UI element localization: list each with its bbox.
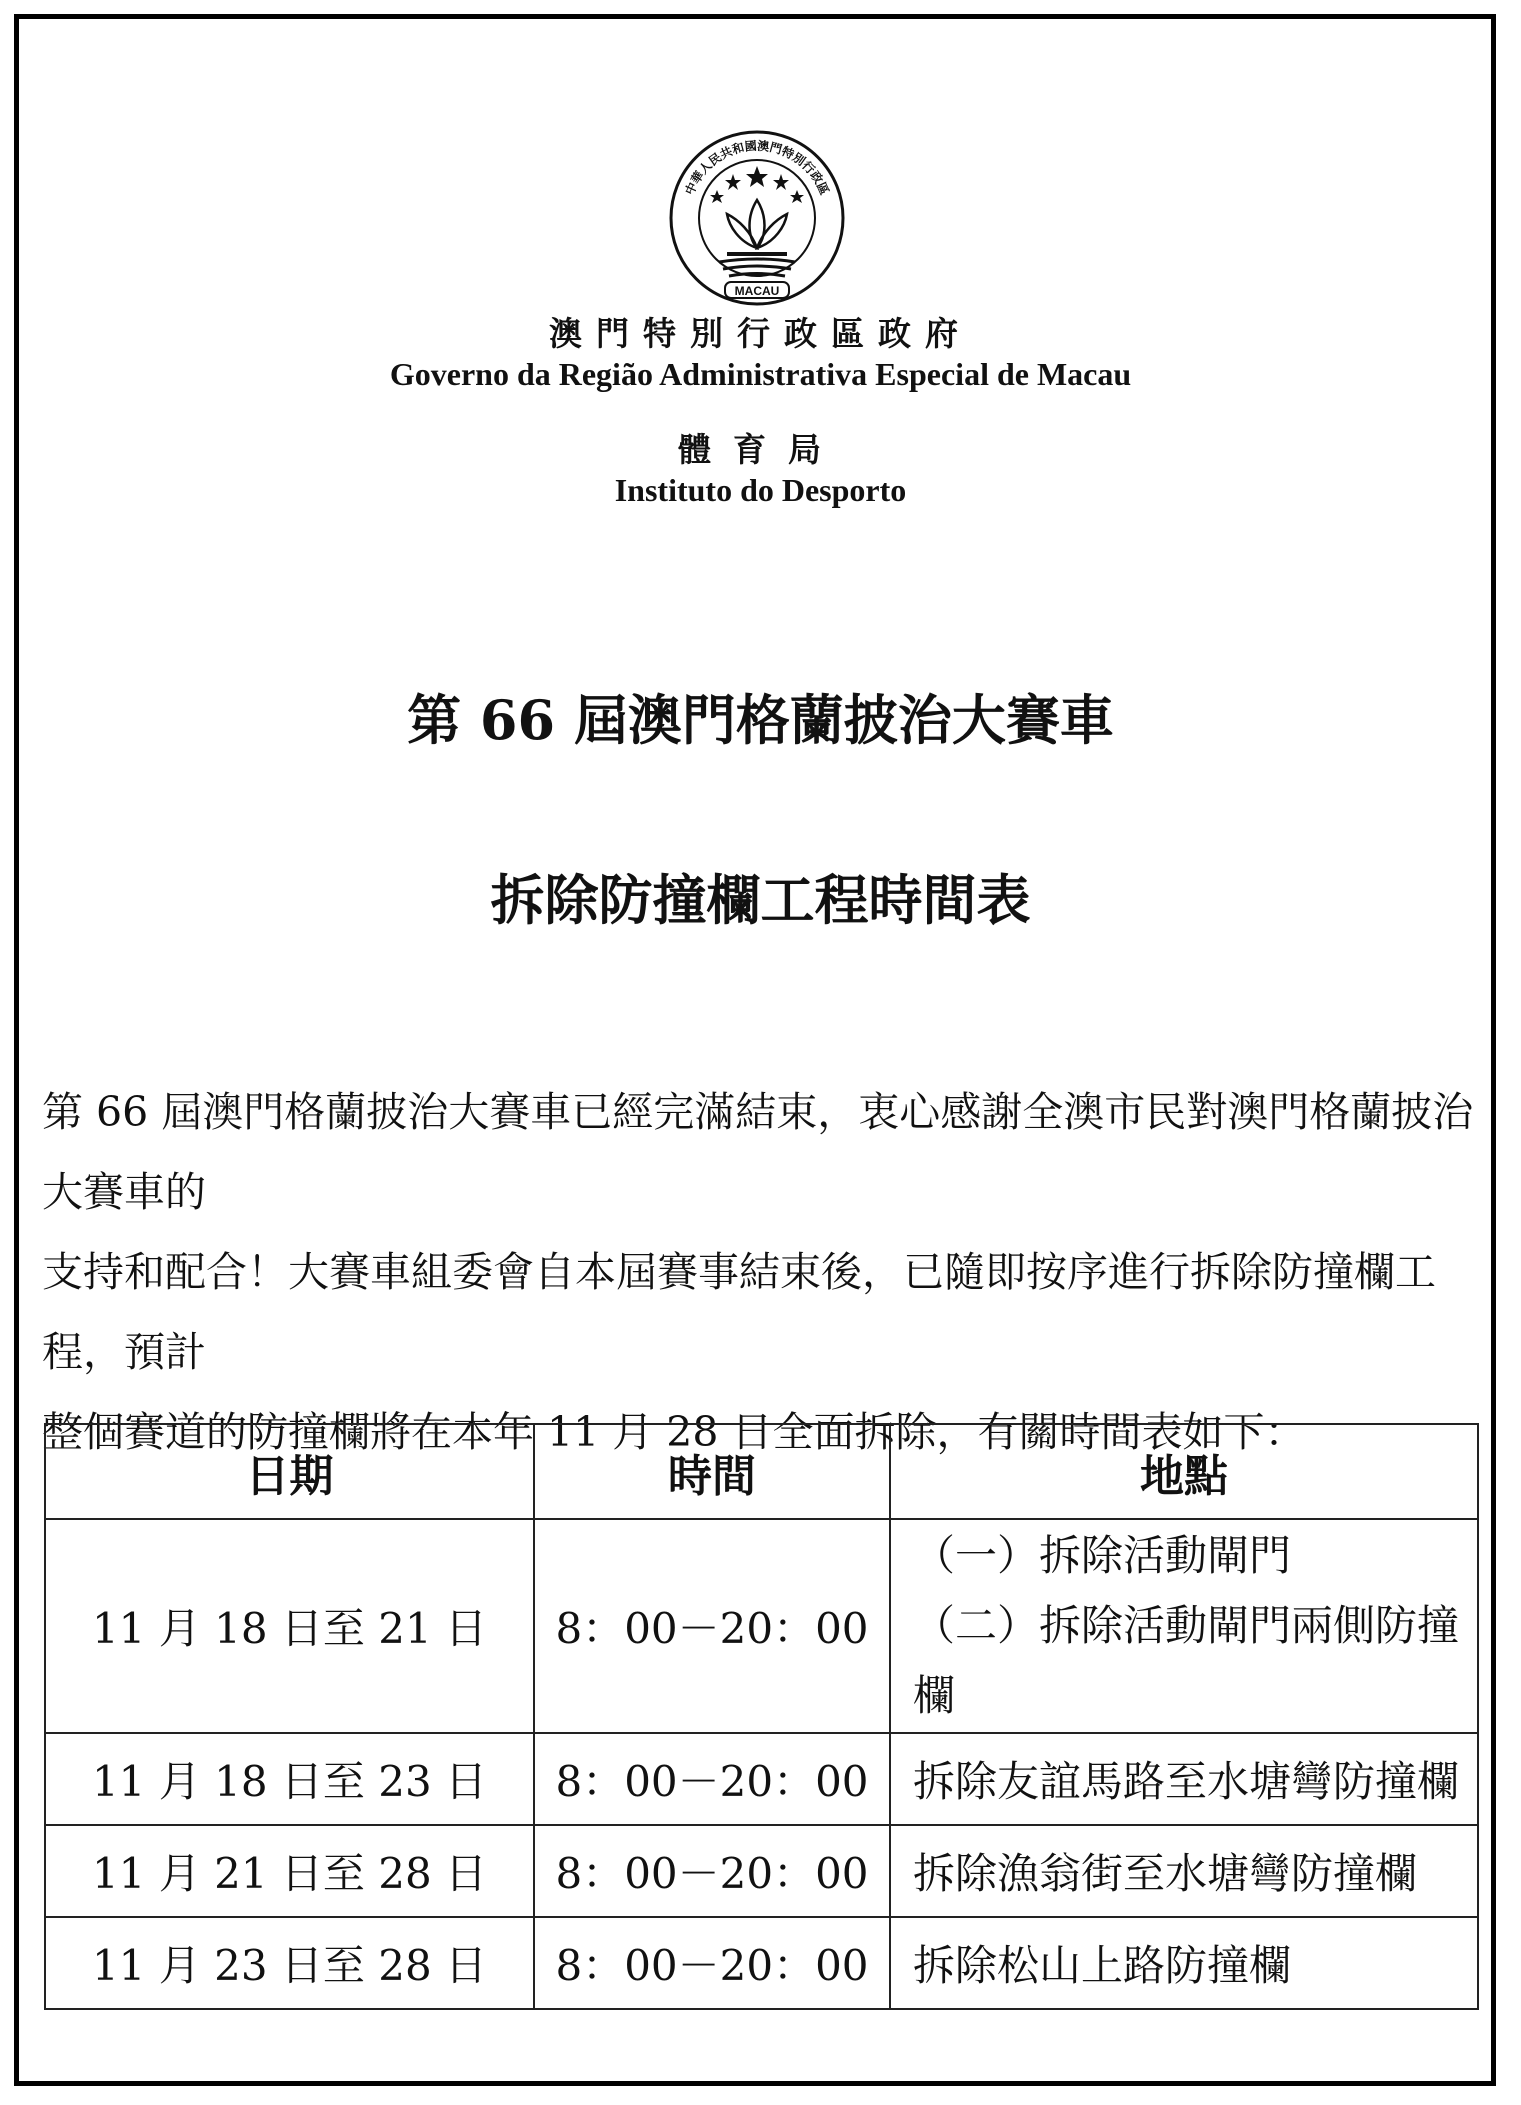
table-row bbox=[45, 1733, 1478, 1825]
cell-time: 8：00－20：00 bbox=[534, 1733, 890, 1825]
institute-name-zh: 體育局 bbox=[678, 430, 843, 469]
column-header-time: 時間 bbox=[534, 1424, 890, 1519]
cell-date: 11 月 21 日至 28 日 bbox=[45, 1825, 534, 1917]
table-row bbox=[45, 1519, 1478, 1733]
institute-name-pt: Instituto do Desporto bbox=[614, 472, 907, 508]
intro-line: 支持和配合！大賽車組委會自本屆賽事結束後，已隨即按序進行拆除防撞欄工程，預計 bbox=[42, 1248, 1436, 1376]
location-line: （二）拆除活動閘門兩側防撞欄 bbox=[913, 1601, 1460, 1720]
location-line: （一）拆除活動閘門 bbox=[913, 1531, 1292, 1580]
emblem-ring-text: 中華人民共和國澳門特別行政區 bbox=[682, 138, 832, 197]
cell-date: 11 月 18 日至 21 日 bbox=[45, 1519, 534, 1733]
schedule-table bbox=[44, 1423, 1479, 2010]
column-header-date: 日期 bbox=[45, 1424, 534, 1519]
government-name-pt: Governo da Região Administrativa Especial de Macau bbox=[389, 356, 1132, 392]
cell-time: 8：00－20：00 bbox=[534, 1825, 890, 1917]
cell-date: 11 月 23 日至 28 日 bbox=[45, 1917, 534, 2009]
intro-line: 第 66 屆澳門格蘭披治大賽車已經完滿結束，衷心感謝全澳市民對澳門格蘭披治大賽車的 bbox=[42, 1088, 1474, 1216]
document-subtitle: 拆除防撞欄工程時間表 bbox=[490, 868, 1031, 932]
cell-time: 8：00－20：00 bbox=[534, 1917, 890, 2009]
document-title: 第 66 屆澳門格蘭披治大賽車 bbox=[407, 688, 1114, 752]
emblem-macau-label: MACAU bbox=[734, 284, 780, 298]
government-name-zh: 澳門特別行政區政府 bbox=[549, 314, 972, 353]
table-header-row bbox=[45, 1424, 1478, 1519]
cell-location: 拆除友誼馬路至水塘彎防撞欄 bbox=[890, 1733, 1478, 1825]
cell-date: 11 月 18 日至 23 日 bbox=[45, 1733, 534, 1825]
table-row bbox=[45, 1825, 1478, 1917]
cell-time: 8：00－20：00 bbox=[534, 1519, 890, 1733]
cell-location bbox=[890, 1519, 1478, 1733]
cell-location: 拆除松山上路防撞欄 bbox=[890, 1917, 1478, 2009]
macau-emblem-icon bbox=[667, 128, 847, 308]
cell-location: 拆除漁翁街至水塘彎防撞欄 bbox=[890, 1825, 1478, 1917]
column-header-location: 地點 bbox=[890, 1424, 1478, 1519]
table-row bbox=[45, 1917, 1478, 2009]
intro-paragraph bbox=[42, 1072, 1482, 1472]
intro-line: 整個賽道的防撞欄將在本年 11 月 28 日全面拆除，有關時間表如下： bbox=[42, 1408, 1306, 1456]
